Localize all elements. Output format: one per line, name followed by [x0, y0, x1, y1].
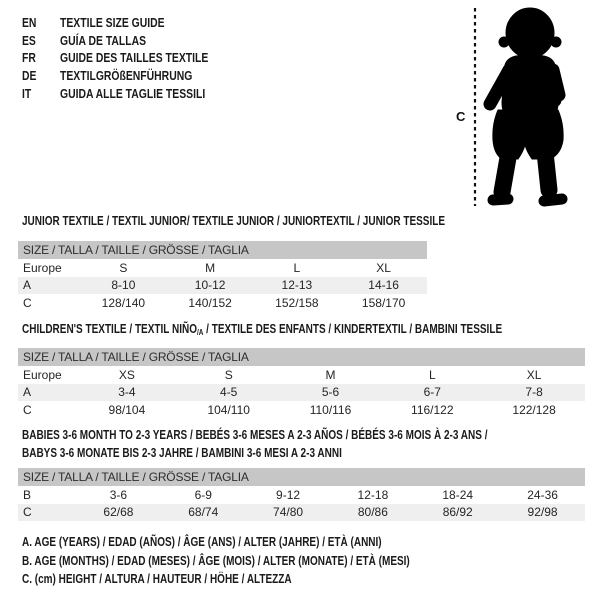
table-cell: 110/116 — [309, 402, 352, 417]
language-row-de — [22, 67, 245, 85]
size-header-bar: SIZE / TALLA / TAILLE / GRÖSSE / TAGLIA — [18, 348, 585, 366]
table-cell: 122/128 — [512, 402, 556, 417]
table-cell: 152/158 — [275, 295, 319, 310]
table-row — [18, 504, 585, 522]
language-row-es — [22, 32, 245, 50]
table-cell: 24-36 — [527, 487, 558, 502]
language-title: TEXTILE SIZE GUIDE — [60, 15, 165, 31]
table-cell: 80/86 — [330, 504, 415, 522]
size-header-bar: SIZE / TALLA / TAILLE / GRÖSSE / TAGLIA — [18, 241, 427, 259]
table-cell: 3-6 — [109, 487, 128, 502]
language-row-fr — [22, 49, 245, 67]
baby-silhouette-graphic — [452, 2, 584, 214]
table-cell: 5-6 — [280, 384, 382, 402]
table-cell: 74/80 — [246, 504, 331, 522]
table-cell: M — [205, 260, 216, 275]
table-cell: 10-12 — [167, 277, 254, 295]
table-row — [18, 259, 427, 277]
table-cell: 62/68 — [76, 504, 161, 522]
table-cell: 86/92 — [415, 504, 500, 522]
table-cell: 3-4 — [76, 384, 178, 402]
babies-size-table — [18, 468, 585, 521]
table-row — [18, 486, 585, 504]
height-label: C — [456, 109, 466, 124]
height-figure — [452, 2, 584, 214]
table-cell: XS — [118, 367, 135, 382]
table-cell: 4-5 — [178, 384, 280, 402]
row-label: C — [23, 402, 32, 417]
row-label: A — [18, 277, 80, 295]
table-row — [18, 366, 585, 384]
babies-section-title: BABIES 3-6 MONTH TO 2-3 YEARS / BEBÉS 3-6 MESES A 2-3 AÑOS / BÉBÉS 3-6 MOIS À 2-3 ANS / BABYS 3-6 MONATE BIS 2-3 JAHRE / BAMBINI 3-6 MESI A 2-3 ANNI — [22, 428, 488, 460]
table-cell: 12-18 — [357, 487, 389, 502]
table-cell: XL — [376, 260, 391, 275]
table-cell: 6-7 — [381, 384, 483, 402]
language-code: FR — [22, 50, 36, 66]
table-cell: 8-10 — [80, 277, 167, 295]
table-cell: S — [224, 367, 233, 382]
table-cell: 18-24 — [442, 487, 474, 502]
baby-silhouette — [490, 8, 563, 201]
table-row — [18, 384, 585, 402]
footnote-a: A. AGE (YEARS) / EDAD (AÑOS) / ÂGE (ANS) / ALTER (JAHRE) / ETÀ (ANNI) — [22, 535, 382, 549]
language-code: IT — [22, 85, 32, 101]
table-cell: 7-8 — [483, 384, 585, 402]
table-row — [18, 401, 585, 419]
children-size-table — [18, 348, 585, 419]
table-cell: 14-16 — [340, 277, 427, 295]
children-section-title: CHILDREN'S TEXTILE / TEXTIL NIÑO/A / TEXTILE DES ENFANTS / KINDERTEXTIL / BAMBINI TESSILE — [22, 322, 503, 337]
language-title: GUIDA ALLE TAGLIE TESSILI — [60, 85, 206, 101]
table-cell: 158/170 — [361, 295, 406, 310]
table-cell: XL — [526, 367, 542, 382]
table-cell: 128/140 — [101, 295, 146, 310]
size-header-bar: SIZE / TALLA / TAILLE / GRÖSSE / TAGLIA — [18, 468, 585, 486]
table-cell: 12-13 — [254, 277, 341, 295]
row-label: Europe — [23, 260, 62, 275]
language-code: EN — [22, 15, 37, 31]
table-cell: 104/110 — [207, 402, 250, 417]
table-cell: 140/152 — [188, 295, 232, 310]
row-label: A — [18, 384, 76, 402]
junior-size-table — [18, 241, 427, 312]
table-cell: 116/122 — [411, 402, 454, 417]
table-cell: L — [428, 367, 436, 382]
language-title: GUIDE DES TAILLES TEXTILE — [60, 50, 209, 66]
table-cell: S — [119, 260, 128, 275]
table-row — [18, 277, 427, 295]
footnote-c: C. (cm) HEIGHT / ALTURA / HAUTEUR / HÖHE / ALTEZZA — [22, 572, 292, 587]
table-cell: 98/104 — [108, 402, 146, 417]
language-title: GUÍA DE TALLAS — [60, 32, 147, 48]
row-label: C — [23, 295, 32, 310]
footnotes-block — [22, 535, 507, 591]
language-row-it — [22, 84, 245, 102]
junior-section-title: JUNIOR TEXTILE / TEXTIL JUNIOR/ TEXTILE JUNIOR / JUNIORTEXTIL / JUNIOR TESSILE — [22, 214, 446, 228]
language-row-en — [22, 14, 245, 32]
row-label: B — [23, 487, 32, 502]
footnote-b: B. AGE (MONTHS) / EDAD (MESES) / ÂGE (MOIS) / ALTER (MONATE) / ETÀ (MESI) — [22, 553, 410, 568]
language-title: TEXTILGRÖßENFÜHRUNG — [60, 68, 193, 84]
table-cell: M — [325, 367, 336, 382]
table-cell: 68/74 — [161, 504, 246, 522]
row-label: Europe — [23, 367, 62, 382]
table-row — [18, 294, 427, 312]
table-cell: 9-12 — [276, 487, 301, 502]
table-cell: L — [293, 260, 301, 275]
language-code: ES — [22, 32, 36, 48]
table-cell: 92/98 — [500, 504, 585, 522]
language-title-block — [22, 14, 245, 102]
row-label: C — [18, 504, 76, 522]
language-code: DE — [22, 68, 37, 84]
table-cell: 6-9 — [194, 487, 212, 502]
